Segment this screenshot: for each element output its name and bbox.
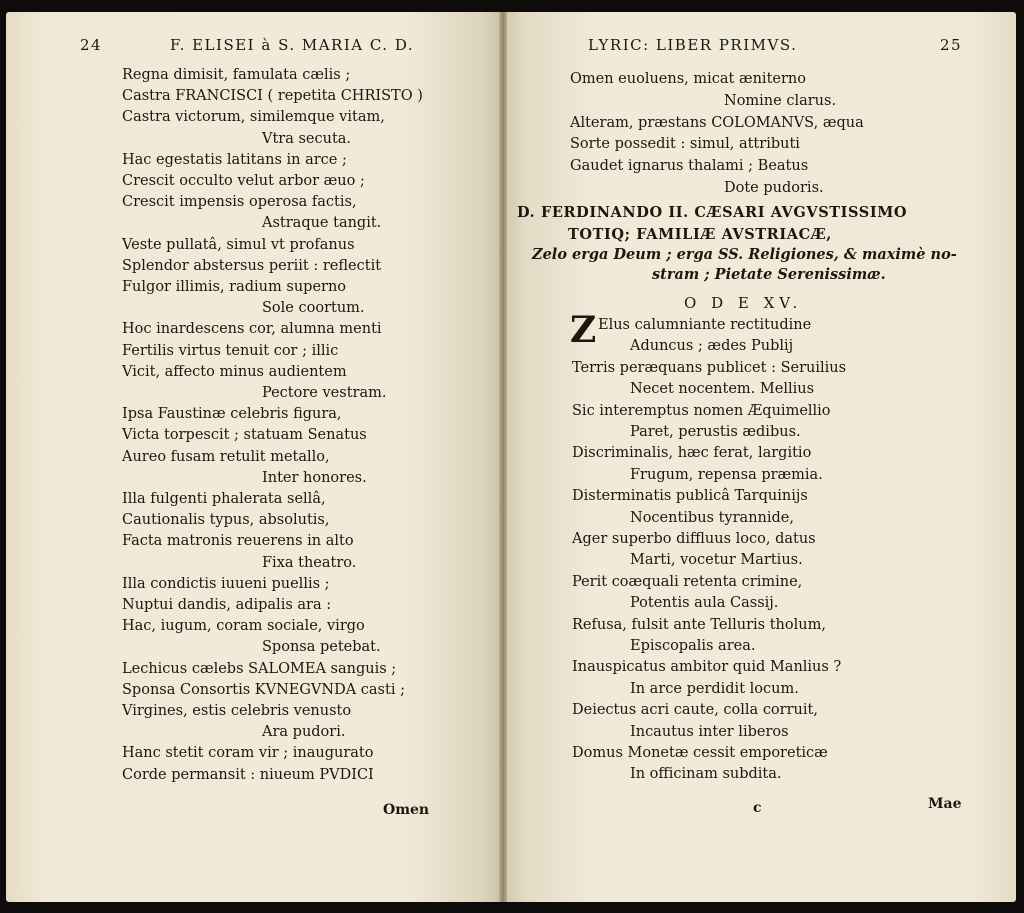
verse-line: Ager superbo diffluus loco, datus [572,531,816,547]
verse-line: Discriminalis, hæc ferat, largitio [572,445,812,462]
dedication-line-1: D. FERDINANDO II. CÆSARI AVGVSTISSIMO [517,204,908,221]
verse-line: Frugum, repensa præmia. [630,466,823,483]
verse-line: Fixa theatro. [262,554,357,571]
verse-line: Gaudet ignarus thalami ; Beatus [570,158,809,175]
verse-line: Nuptui dandis, adipalis ara : [122,597,332,613]
drop-cap: Z [570,309,597,351]
right-page-number: 25 [940,36,963,54]
verse-line: Virgines, estis celebris venusto [122,703,352,719]
left-catchword: Omen [383,802,430,818]
verse-line: Lechicus cælebs SALOMEA sanguis ; [122,660,397,677]
verse-line: In officinam subdita. [630,766,782,783]
verse-line: Pectore vestram. [262,385,387,401]
verse-line: Crescit impensis operosa factis, [122,194,357,211]
verse-line: Castra FRANCISCI ( repetita CHRISTO ) [122,88,423,105]
verse-line: Vtra secuta. [262,130,352,147]
verse-line: Deiectus acri caute, colla corruit, [572,702,818,719]
verse-line: Sorte possedit : simul, attributi [570,136,800,153]
verse-line: Nocentibus tyrannide, [630,509,794,526]
verse-line: Sponsa Consortis KVNEGVNDA casti ; [122,681,405,698]
verse-line: Cautionalis typus, absolutis, [122,512,330,529]
verse-line: Sic interemptus nomen Æquimellio [572,402,831,419]
verse-line: Hac, iugum, coram sociale, virgo [122,618,365,635]
verse-line: Episcopalis area. [630,638,756,654]
verse-line: Necet nocentem. Mellius [630,381,815,398]
right-running-head: LYRIC: LIBER PRIMVS. [588,36,798,54]
verse-line: Aduncus ; ædes Publij [630,338,794,355]
verse-line: Facta matronis reuerens in alto [122,533,354,550]
verse-line: Elus calumniante rectitudine [598,317,812,333]
verse-line: Nomine clarus. [724,92,837,109]
verse-line: Dote pudoris. [724,180,824,196]
verse-line: Inauspicatus ambitor quid Manlius ? [572,659,842,676]
verse-line: Terris peræquans publicet : Seruilius [572,359,847,376]
left-page-number: 24 [80,36,103,54]
verse-line: Paret, perustis ædibus. [630,424,801,440]
verse-line: Corde permansit : niueum PVDICI [122,766,374,783]
verse-line: Incautus inter liberos [630,723,789,740]
verse-line: Hanc stetit coram vir ; inaugurato [122,745,374,762]
verse-line: Vicit, affecto minus audientem [122,363,347,380]
verse-line: Castra victorum, similemque vitam, [122,109,385,126]
verse-line: Crescit occulto velut arbor æuo ; [122,173,365,189]
verse-line: Veste pullatâ, simul vt profanus [122,236,355,253]
verse-line: Potentis aula Cassij. [630,595,779,612]
verse-line: Domus Monetæ cessit emporeticæ [572,745,828,761]
ode-title: O D E XV. [684,294,803,312]
verse-line: Refusa, fulsit ante Telluris tholum, [572,616,826,633]
verse-line: Victa torpescit ; statuam Senatus [122,427,367,444]
verse-line: Astraque tangit. [262,215,382,232]
verse-line: Fertilis virtus tenuit cor ; illic [122,342,339,359]
verse-line: Regna dimisit, famulata cælis ; [122,67,351,83]
verse-line: Ara pudori. [262,724,346,741]
dedication-line-4: stram ; Pietate Serenissimæ. [652,266,886,283]
verse-line: Splendor abstersus periit : reflectit [122,257,382,274]
verse-line: Ipsa Faustinæ celebris figura, [122,406,342,423]
left-running-head: F. ELISEI à S. MARIA C. D. [170,36,415,54]
verse-line: Omen euoluens, micat æniterno [570,71,806,87]
verse-line: Alteram, præstans COLOMANVS, æqua [570,114,864,131]
signature-mark: c [753,800,762,816]
book-gutter [499,12,507,902]
verse-line: Hac egestatis latitans in arce ; [122,151,347,168]
dedication-line-2: TOTIQ; FAMILIÆ AVSTRIACÆ, [568,226,832,243]
verse-line: Illa condictis iuueni puellis ; [122,575,330,592]
verse-line: Marti, vocetur Martius. [630,552,803,569]
verse-line: Perit coæquali retenta crimine, [572,573,803,590]
verse-line: Illa fulgenti phalerata sellâ, [122,491,326,507]
verse-line: Disterminatis publicâ Tarquinijs [572,488,808,505]
dedication-line-3: Zelo erga Deum ; erga SS. Religiones, & maximè no- [532,246,957,263]
verse-line: Fulgor illimis, radium superno [122,279,347,295]
verse-line: Aureo fusam retulit metallo, [122,448,330,465]
verse-line: Sole coortum. [262,300,365,317]
verse-line: In arce perdidit locum. [630,680,799,697]
verse-line: Hoc inardescens cor, alumna menti [122,321,382,338]
verse-line: Sponsa petebat. [262,639,381,656]
verse-line: Inter honores. [262,469,367,486]
right-catchword: Mae [928,796,962,812]
